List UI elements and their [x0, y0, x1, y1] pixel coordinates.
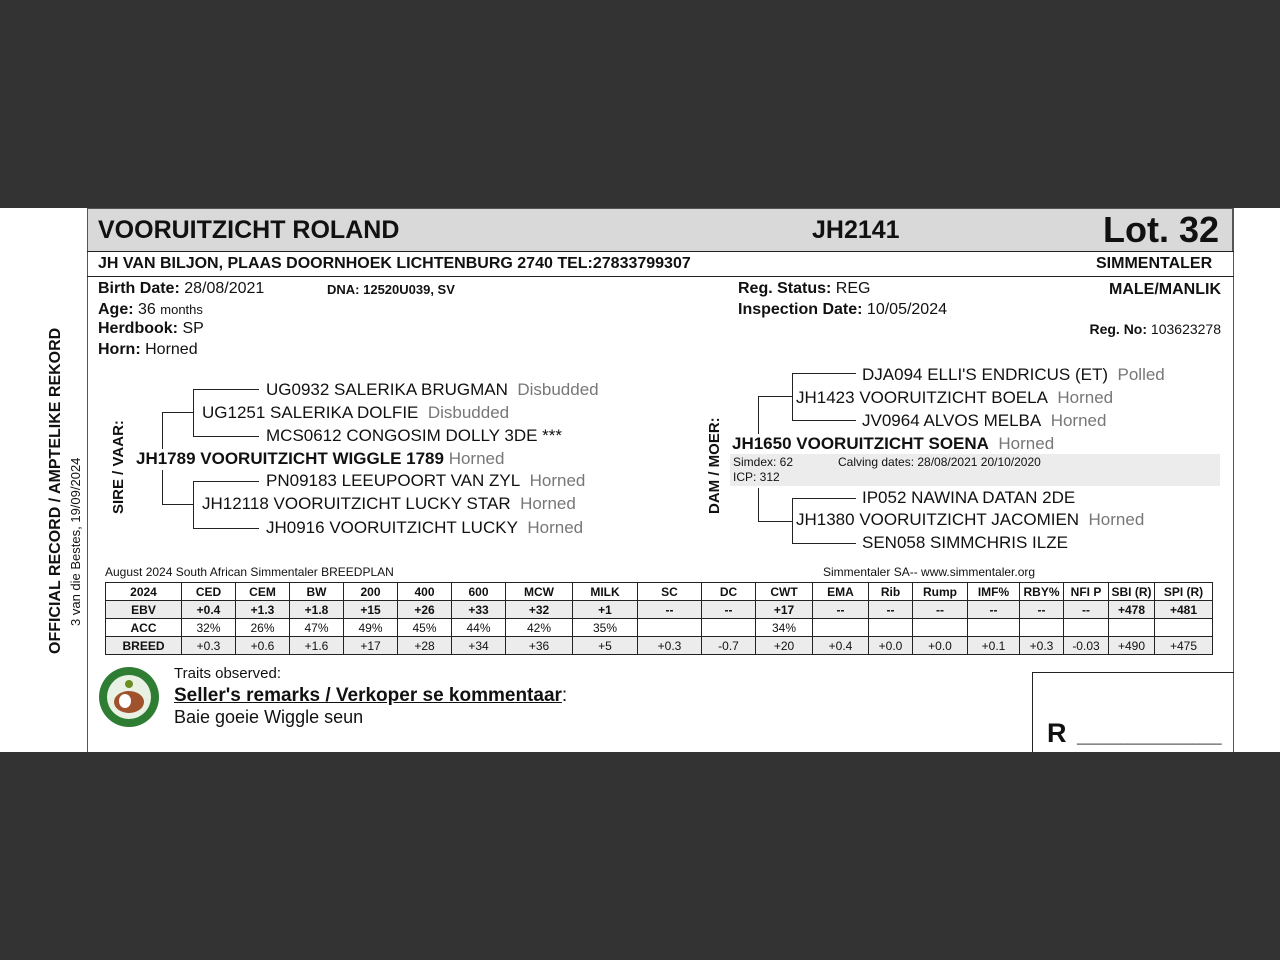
sire-ggs2-horn: Horned [529, 471, 586, 490]
reg-no-value: 103623278 [1150, 321, 1221, 337]
breedplan-cell: -- [913, 601, 968, 619]
dam-gd2-name: JH1380 VOORUITZICHT JACOMIEN [796, 510, 1080, 529]
seller-remarks-text: Baie goeie Wiggle seun [174, 707, 364, 727]
dam-ggs1 [862, 365, 1165, 385]
breedplan-cell: +481 [1155, 601, 1213, 619]
breedplan-cell: +1.6 [290, 637, 344, 655]
simmentaler-logo-icon [98, 666, 160, 728]
breedplan-cell: NFI P [1064, 583, 1109, 601]
breedplan-cell: +0.3 [182, 637, 236, 655]
divider [87, 251, 1234, 252]
breedplan-cell: +475 [1155, 637, 1213, 655]
breedplan-cell: EMA [813, 583, 869, 601]
sire-ggs2-name: PN09183 LEEUPOORT VAN ZYL [266, 471, 521, 490]
pedigree-line [193, 481, 194, 528]
seller-remarks-heading [174, 685, 567, 707]
sire-gs1 [202, 403, 509, 423]
breedplan-cell: MILK [573, 583, 638, 601]
breedplan-cell: +20 [756, 637, 813, 655]
reg-status-value: REG [835, 280, 871, 297]
breedplan-cell: CWT [756, 583, 813, 601]
dam-gd2 [796, 510, 1144, 530]
breedplan-cell: +0.3 [638, 637, 702, 655]
breedplan-cell: 47% [290, 619, 344, 637]
dam-gd2-horn: Horned [1088, 510, 1145, 529]
row-label-cell: 2024 [106, 583, 182, 601]
pedigree-line [792, 498, 793, 543]
pedigree-line [792, 373, 856, 374]
lot-card [0, 208, 1280, 752]
breedplan-cell: DC [702, 583, 756, 601]
sex: MALE/MANLIK [1109, 281, 1221, 298]
breedplan-cell: +34 [452, 637, 506, 655]
breedplan-cell [1155, 619, 1213, 637]
sire-ggs1 [266, 380, 599, 400]
breedplan-cell: 400 [398, 583, 452, 601]
breedplan-cell: +0.1 [968, 637, 1020, 655]
lot-number: Lot. 32 [1103, 209, 1220, 250]
sire-ggd2-name: JH0916 VOORUITZICHT LUCKY [266, 518, 518, 537]
dam-ggs2: IP052 NAWINA DATAN 2DE [862, 488, 1076, 507]
dam-ggd1-name: JV0964 ALVOS MELBA [862, 411, 1042, 430]
pedigree-line [792, 498, 856, 499]
pedigree-line [193, 389, 259, 390]
dna-info: DNA: 12520U039, SV [327, 282, 455, 297]
pedigree-line [792, 373, 793, 420]
birth-date-label: Birth Date: [98, 280, 180, 297]
inspection-label: Inspection Date: [738, 301, 863, 318]
sire-horn: Horned [448, 449, 505, 468]
breedplan-cell [813, 619, 869, 637]
dam-gs1-horn: Horned [1057, 388, 1114, 407]
reg-status [738, 280, 870, 298]
dam-horn: Horned [998, 434, 1055, 453]
sire-gs1-horn: Disbudded [427, 403, 510, 422]
breedplan-cell [913, 619, 968, 637]
breedplan-ebv-row [106, 601, 1213, 619]
breedplan-cell: +5 [573, 637, 638, 655]
pedigree-line [193, 481, 259, 482]
breedplan-cell [702, 619, 756, 637]
breedplan-cell: 49% [344, 619, 398, 637]
seller-remarks-colon: : [561, 685, 568, 706]
price-box-left [1032, 672, 1033, 752]
pedigree-line [193, 528, 259, 529]
breedplan-cell [869, 619, 913, 637]
breedplan-cell: +28 [398, 637, 452, 655]
row-label-cell: BREED [106, 637, 182, 655]
sire-ggd2 [266, 518, 583, 538]
breedplan-cell: CEM [236, 583, 290, 601]
sire-ggd2-horn: Horned [527, 518, 584, 537]
sire-gd2-horn: Horned [520, 494, 576, 513]
breedplan-header-row [106, 583, 1213, 601]
breedplan-website: Simmentaler SA-- www.simmentaler.org [823, 565, 1036, 579]
sire-ggd1: MCS0612 CONGOSIM DOLLY 3DE *** [266, 426, 563, 445]
breed-name: SIMMENTALER [1096, 255, 1213, 272]
breedplan-cell: +1.3 [236, 601, 290, 619]
pedigree-line [758, 396, 792, 397]
breedplan-cell: SPI (R) [1155, 583, 1213, 601]
pedigree-line [758, 488, 759, 521]
dam-ggd1 [862, 411, 1106, 431]
breedplan-cell: BW [290, 583, 344, 601]
sire-ggs1-name: UG0932 SALERIKA BRUGMAN [266, 380, 508, 399]
breedplan-cell: -- [968, 601, 1020, 619]
breedplan-cell: +15 [344, 601, 398, 619]
breedplan-cell: 26% [236, 619, 290, 637]
herdbook-label: Herdbook: [98, 320, 178, 337]
breedplan-cell: -- [1020, 601, 1064, 619]
breedplan-cell [1020, 619, 1064, 637]
breedplan-cell: +32 [506, 601, 573, 619]
breedplan-cell: 34% [756, 619, 813, 637]
pedigree-line [758, 521, 792, 522]
breedplan-cell: +33 [452, 601, 506, 619]
breedplan-cell: +1 [573, 601, 638, 619]
dam-label: DAM / MOER: [706, 417, 723, 514]
sire [136, 449, 504, 469]
price-currency: R [1047, 718, 1067, 748]
breedplan-cell: +0.4 [182, 601, 236, 619]
age-label: Age: [98, 301, 134, 318]
dam-icp: ICP: 312 [733, 470, 780, 484]
owner-line: JH VAN BILJON, PLAAS DOORNHOEK LICHTENBURG 2740 TEL:27833799307 [98, 255, 691, 272]
dam-calving-dates: Calving dates: 28/08/2021 20/10/2020 [838, 455, 1041, 469]
breedplan-caption: August 2024 South African Simmentaler BREEDPLAN [105, 565, 394, 579]
dam-gs1 [796, 388, 1113, 408]
breedplan-cell [1064, 619, 1109, 637]
breedplan-cell: -- [638, 601, 702, 619]
breedplan-cell: -- [869, 601, 913, 619]
row-label-cell: EBV [106, 601, 182, 619]
price-blank[interactable]: ____________________ [1077, 730, 1222, 745]
breedplan-cell: 600 [452, 583, 506, 601]
herdbook-value: SP [182, 320, 204, 337]
sire-ggs1-horn: Disbudded [517, 380, 599, 399]
breedplan-cell: +0.0 [869, 637, 913, 655]
breedplan-cell: 32% [182, 619, 236, 637]
pedigree-line [758, 396, 759, 434]
sire-ggs2 [266, 471, 585, 491]
breedplan-cell: +0.3 [1020, 637, 1064, 655]
breedplan-cell: -0.7 [702, 637, 756, 655]
breedplan-cell: SBI (R) [1109, 583, 1155, 601]
breedplan-cell: +478 [1109, 601, 1155, 619]
dam-ggd2: SEN058 SIMMCHRIS ILZE [862, 533, 1068, 552]
breedplan-acc-row [106, 619, 1213, 637]
pedigree-line [193, 389, 194, 436]
breedplan-cell: -- [702, 601, 756, 619]
reg-status-label: Reg. Status: [738, 280, 832, 297]
reg-no-label: Reg. No: [1089, 321, 1148, 337]
dam-ggs1-horn: Polled [1117, 365, 1165, 384]
price-box-top [1032, 672, 1234, 673]
dam-name: JH1650 VOORUITZICHT SOENA [732, 434, 989, 453]
pedigree-line [162, 504, 193, 505]
birth-date [98, 280, 264, 298]
dam-gs1-name: JH1423 VOORUITZICHT BOELA [796, 388, 1048, 407]
pedigree-line [792, 543, 856, 544]
age-unit: months [160, 302, 203, 317]
official-record-sub: 3 van die Bestes, 19/09/2024 [68, 457, 83, 626]
breedplan-cell: Rump [913, 583, 968, 601]
breedplan-cell: -- [1064, 601, 1109, 619]
horn-label: Horn: [98, 341, 141, 358]
sire-gd2-name: JH12118 VOORUITZICHT LUCKY STAR [202, 494, 511, 513]
birth-date-value: 28/08/2021 [184, 280, 265, 297]
breedplan-cell: CED [182, 583, 236, 601]
breedplan-cell: +0.6 [236, 637, 290, 655]
sire-gs1-name: UG1251 SALERIKA DOLFIE [202, 403, 419, 422]
age [98, 301, 203, 319]
breedplan-cell: SC [638, 583, 702, 601]
breedplan-cell: MCW [506, 583, 573, 601]
animal-code: JH2141 [812, 216, 900, 244]
breedplan-cell: 42% [506, 619, 573, 637]
reg-number [1089, 321, 1221, 337]
animal-name: VOORUITZICHT ROLAND [98, 216, 400, 244]
breedplan-cell [638, 619, 702, 637]
pedigree-line [792, 420, 856, 421]
herdbook [98, 320, 204, 338]
inspection-value: 10/05/2024 [866, 301, 947, 318]
breedplan-cell: IMF% [968, 583, 1020, 601]
age-value: 36 [138, 301, 156, 318]
inspection-date [738, 301, 947, 319]
breedplan-cell: +36 [506, 637, 573, 655]
breedplan-cell: RBY% [1020, 583, 1064, 601]
breedplan-cell: +26 [398, 601, 452, 619]
pedigree-line [162, 470, 163, 504]
breedplan-table [105, 582, 1213, 655]
pedigree-line [162, 412, 193, 413]
dam [732, 434, 1054, 454]
divider [87, 276, 1234, 277]
breedplan-cell: Rib [869, 583, 913, 601]
row-label-cell: ACC [106, 619, 182, 637]
horn-value: Horned [145, 341, 198, 358]
breedplan-cell: +0.4 [813, 637, 869, 655]
sire-gd2 [202, 494, 576, 514]
pedigree-line [193, 436, 259, 437]
breedplan-cell: 200 [344, 583, 398, 601]
breedplan-cell: -0.03 [1064, 637, 1109, 655]
pedigree-line [162, 412, 163, 449]
official-record-label: OFFICIAL RECORD / AMPTELIKE REKORD [47, 327, 64, 654]
breedplan-cell: 44% [452, 619, 506, 637]
breedplan-cell [968, 619, 1020, 637]
dam-simdex: Simdex: 62 [733, 455, 794, 469]
horn-status [98, 341, 198, 359]
traits-observed: Traits observed: [174, 665, 281, 682]
breedplan-cell: +0.0 [913, 637, 968, 655]
breedplan-cell: +490 [1109, 637, 1155, 655]
sire-label: SIRE / VAAR: [110, 420, 127, 514]
breedplan-cell: +17 [344, 637, 398, 655]
breedplan-breed-row [106, 637, 1213, 655]
breedplan-cell: 45% [398, 619, 452, 637]
breedplan-cell: +17 [756, 601, 813, 619]
sire-name: JH1789 VOORUITZICHT WIGGLE 1789 [136, 449, 444, 468]
breedplan-cell: -- [813, 601, 869, 619]
dam-ggs1-name: DJA094 ELLI'S ENDRICUS (ET) [862, 365, 1109, 384]
dam-ggd1-horn: Horned [1050, 411, 1107, 430]
seller-remarks-title: Seller's remarks / Verkoper se kommentaar [174, 685, 562, 706]
breedplan-cell: 35% [573, 619, 638, 637]
breedplan-cell [1109, 619, 1155, 637]
breedplan-cell: +1.8 [290, 601, 344, 619]
